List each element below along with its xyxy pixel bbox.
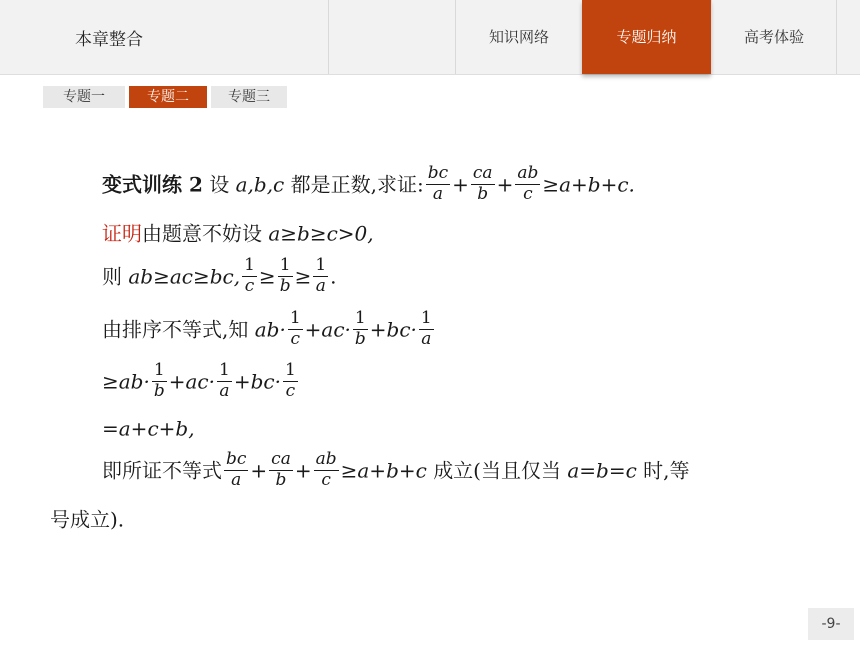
- problem-tail: ≥a+b+c.: [542, 172, 635, 197]
- tab-knowledge-network[interactable]: 知识网络: [488, 28, 549, 46]
- subtab-topic-2[interactable]: 专题二: [129, 86, 207, 108]
- problem-vars: a,b,c: [235, 172, 285, 197]
- fraction-1-over-c: $\frac{1}{c}$: [284, 360, 296, 401]
- then-label: 则: [102, 264, 122, 289]
- header-divider: [328, 0, 329, 74]
- fraction-1-over-c: $\frac{1}{c}$: [244, 255, 255, 296]
- fraction-ca-over-b: $\frac{ca}{b}$: [271, 449, 291, 490]
- conclusion-mid: ≥a+b+c: [340, 458, 427, 483]
- fraction-1-over-b: $\frac{1}{b}$: [354, 308, 366, 349]
- fraction-ca-over-b: $\frac{ca}{b}$: [472, 163, 493, 204]
- proof-intro: [102, 222, 374, 244]
- proof-intro-math: a≥b≥c>0,: [268, 221, 374, 246]
- fraction-1-over-a: $\frac{1}{a}$: [218, 360, 230, 401]
- fraction-1-over-a: $\frac{1}{a}$: [315, 255, 327, 296]
- conclusion-last: 号成立).: [50, 507, 125, 532]
- problem-mid: 都是正数,求证:: [290, 172, 424, 197]
- fraction-1-over-c: $\frac{1}{c}$: [289, 308, 301, 349]
- then-math: ab≥ac≥bc,: [128, 264, 241, 289]
- ge-sign: ≥: [258, 264, 276, 289]
- problem-prefix: 设: [209, 172, 230, 197]
- conclusion-last-line: [50, 508, 124, 530]
- subtab-topic-1[interactable]: 专题一: [43, 86, 125, 108]
- tab-exam-experience[interactable]: 高考体验: [743, 28, 804, 46]
- problem-statement: 变式训练 2 设 a,b,c 都是正数,求证: $\frac{bc}{a}$ + $\frac{ca}{b}$ + $\frac{ab}{c}$ ≥a+b+c.: [102, 163, 635, 204]
- proof-label: 证明: [102, 221, 142, 246]
- fraction-1-over-b: $\frac{1}{b}$: [153, 360, 165, 401]
- final-sum-line: [102, 417, 195, 439]
- fraction-bc-over-a: $\frac{bc}{a}$: [427, 163, 449, 204]
- ge-sum-line: ≥ab· $\frac{1}{b}$ +ac· $\frac{1}{a}$ +bc· $\frac{1}{c}$: [102, 360, 296, 401]
- rearrangement-line: 由排序不等式,知 ab· $\frac{1}{c}$ +ac· $\frac{1}{b}$ +bc· $\frac{1}{a}$: [102, 308, 432, 349]
- ge-sign: ≥: [294, 264, 312, 289]
- proof-intro-text: 由题意不妨设: [142, 221, 262, 246]
- header-bar: [0, 0, 860, 75]
- conclusion-line: 即所证不等式 $\frac{bc}{a}$ + $\frac{ca}{b}$ + $\frac{ab}{c}$ ≥a+b+c 成立(当且仅当 a=b=c 时,等: [102, 449, 690, 490]
- conclusion-eq: a=b=c: [567, 458, 637, 483]
- final-sum: =a+c+b,: [102, 416, 195, 441]
- fraction-bc-over-a: $\frac{bc}{a}$: [226, 449, 247, 490]
- fraction-ab-over-c: $\frac{ab}{c}$: [315, 449, 337, 490]
- exercise-label: 变式训练 2: [102, 172, 203, 197]
- header-divider: [836, 0, 837, 74]
- period: .: [330, 264, 337, 289]
- then-line: [102, 257, 337, 296]
- fraction-1-over-b: $\frac{1}{b}$: [279, 255, 291, 296]
- tab-topic-summary[interactable]: 专题归纳: [582, 0, 711, 74]
- conclusion-end: 时,等: [643, 458, 690, 483]
- rearrange-text: 由排序不等式,知: [102, 317, 249, 342]
- fraction-1-over-a: $\frac{1}{a}$: [420, 308, 432, 349]
- page-number: -9-: [808, 608, 854, 640]
- conclusion-prefix: 即所证不等式: [102, 458, 222, 483]
- conclusion-text: 成立(当且仅当: [433, 458, 561, 483]
- chapter-title: 本章整合: [75, 30, 143, 50]
- fraction-ab-over-c: $\frac{ab}{c}$: [517, 163, 539, 204]
- subtab-topic-3[interactable]: 专题三: [211, 86, 287, 108]
